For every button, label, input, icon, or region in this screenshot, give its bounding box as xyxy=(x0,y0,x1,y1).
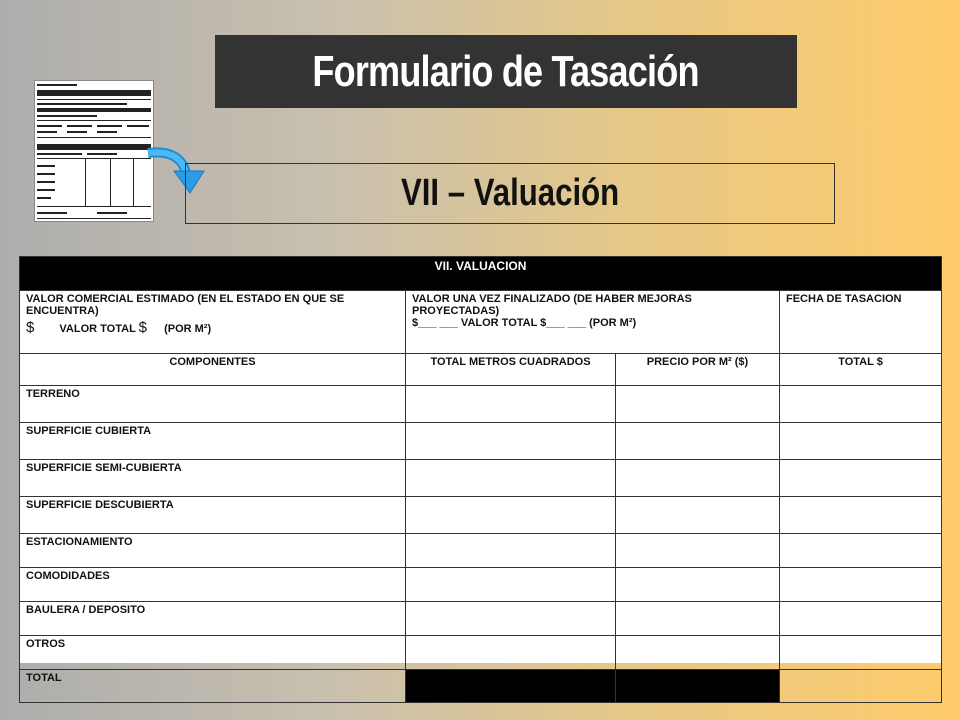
section-header-row xyxy=(20,257,942,291)
input-cell[interactable] xyxy=(406,568,616,602)
total-input-cell[interactable] xyxy=(780,670,942,703)
column-header-total: TOTAL $ xyxy=(780,354,942,386)
input-cell[interactable] xyxy=(406,423,616,460)
page-title-text: Formulario de Tasación xyxy=(312,46,700,96)
estimated-per-m2: (POR M²) xyxy=(164,323,212,335)
column-header-price-per-m2: PRECIO POR M² ($) xyxy=(616,354,780,386)
row-label-estacionamiento: ESTACIONAMIENTO xyxy=(20,534,406,568)
input-cell[interactable] xyxy=(616,423,780,460)
input-cell[interactable] xyxy=(780,386,942,423)
estimated-currency: $ xyxy=(26,319,35,336)
table-row xyxy=(20,460,942,497)
section-subtitle xyxy=(185,163,835,224)
finished-value-label: VALOR UNA VEZ FINALIZADO (DE HABER MEJORAS PROYECTADAS) xyxy=(412,293,692,317)
estimated-total-currency: $ xyxy=(138,319,147,336)
input-cell[interactable] xyxy=(780,602,942,636)
page-title xyxy=(215,35,797,108)
shaded-cell xyxy=(616,670,780,703)
row-label-superficie-descubierta: SUPERFICIE DESCUBIERTA xyxy=(20,497,406,534)
input-cell[interactable] xyxy=(780,534,942,568)
section-header: VII. VALUACION xyxy=(20,257,942,291)
input-cell[interactable] xyxy=(616,386,780,423)
input-cell[interactable] xyxy=(406,386,616,423)
input-cell[interactable] xyxy=(406,602,616,636)
row-label-baulera-deposito: BAULERA / DEPOSITO xyxy=(20,602,406,636)
total-row xyxy=(20,670,942,703)
table-row xyxy=(20,568,942,602)
column-header-components: COMPONENTES xyxy=(20,354,406,386)
column-header-row xyxy=(20,354,942,386)
input-cell[interactable] xyxy=(780,497,942,534)
shaded-cell xyxy=(406,670,616,703)
input-cell[interactable] xyxy=(616,602,780,636)
estimated-value-cell[interactable] xyxy=(20,291,406,354)
table-row xyxy=(20,423,942,460)
valuation-table xyxy=(19,256,942,703)
input-cell[interactable] xyxy=(616,460,780,497)
input-cell[interactable] xyxy=(780,568,942,602)
row-label-otros: OTROS xyxy=(20,636,406,670)
row-label-terreno: TERRENO xyxy=(20,386,406,423)
input-cell[interactable] xyxy=(616,568,780,602)
input-cell[interactable] xyxy=(406,534,616,568)
finished-value-cell[interactable] xyxy=(406,291,780,354)
column-header-square-meters: TOTAL METROS CUADRADOS xyxy=(406,354,616,386)
estimated-value-label: VALOR COMERCIAL ESTIMADO (EN EL ESTADO EN QUE SE ENCUENTRA) xyxy=(26,293,345,317)
input-cell[interactable] xyxy=(616,534,780,568)
table-row xyxy=(20,497,942,534)
input-cell[interactable] xyxy=(616,636,780,670)
appraisal-date-label: FECHA DE TASACION xyxy=(786,293,902,305)
table-row xyxy=(20,602,942,636)
table-row xyxy=(20,534,942,568)
form-thumbnail-icon xyxy=(34,80,154,222)
finished-value-line: $___ ___ VALOR TOTAL $___ ___ (POR M²) xyxy=(412,317,637,329)
input-cell[interactable] xyxy=(406,636,616,670)
row-label-superficie-semi-cubierta: SUPERFICIE SEMI-CUBIERTA xyxy=(20,460,406,497)
row-label-superficie-cubierta: SUPERFICIE CUBIERTA xyxy=(20,423,406,460)
estimated-total-label: VALOR TOTAL xyxy=(59,323,136,335)
input-cell[interactable] xyxy=(780,460,942,497)
valuation-form xyxy=(19,256,941,684)
row-label-comodidades: COMODIDADES xyxy=(20,568,406,602)
table-row xyxy=(20,636,942,670)
table-row xyxy=(20,386,942,423)
input-cell[interactable] xyxy=(616,497,780,534)
row-label-total: TOTAL xyxy=(20,670,406,703)
appraisal-date-cell[interactable] xyxy=(780,291,942,354)
input-cell[interactable] xyxy=(406,497,616,534)
section-subtitle-text: VII – Valuación xyxy=(400,172,620,214)
value-info-row xyxy=(20,291,942,354)
input-cell[interactable] xyxy=(780,423,942,460)
input-cell[interactable] xyxy=(780,636,942,670)
input-cell[interactable] xyxy=(406,460,616,497)
